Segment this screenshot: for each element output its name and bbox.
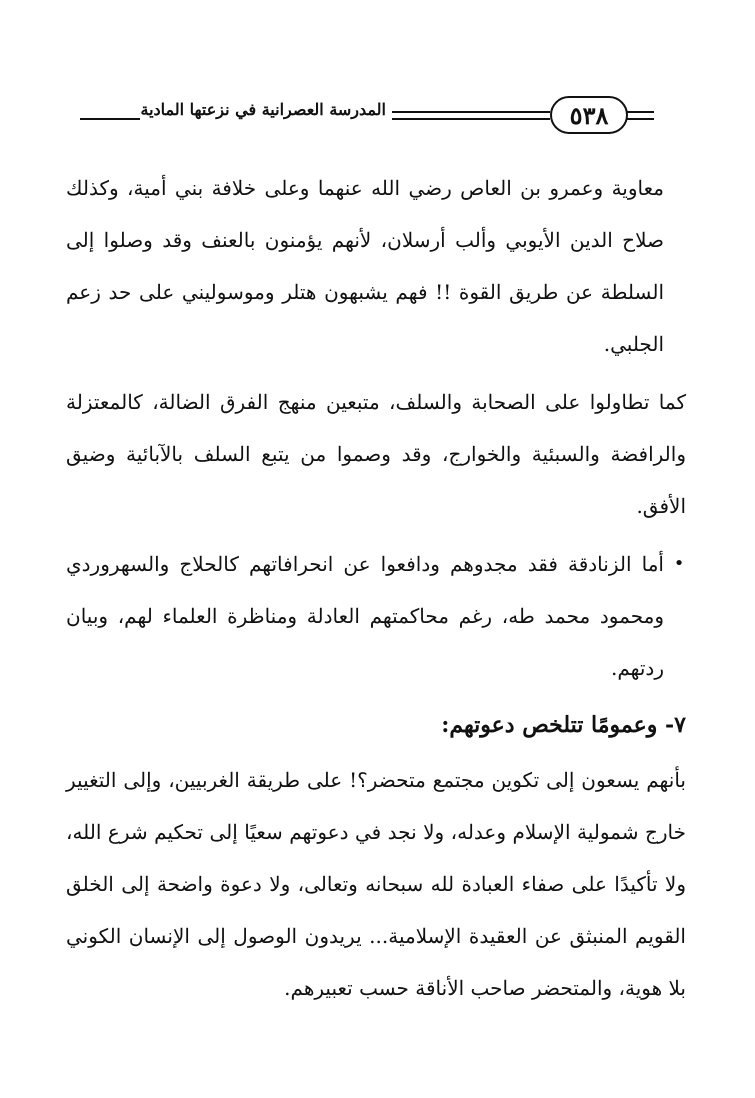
bullet-item — [66, 538, 686, 694]
section-heading: ٧- وعمومًا تتلخص دعوتهم: — [441, 712, 686, 738]
paragraph-3: أما الزنادقة فقد مجدوهم ودافعوا عن انحرافاتهم كالحلاج والسهروردي ومحمود محمد طه، رغم محاكمتهم العادلة ومناظرة العلماء لهم، وبيان ردتهم. — [66, 552, 664, 680]
header-rule — [80, 118, 140, 120]
bullet-icon: • — [673, 553, 685, 574]
header-rule — [392, 118, 550, 120]
paragraph-1: معاوية وعمرو بن العاص رضي الله عنهما وعلى خلافة بني أمية، وكذلك صلاح الدين الأيوبي وألب أرسلان، لأنهم يؤمنون بالعنف وقد وصلوا إلى السلطة عن طريق القوة !! فهم يشبهون هتلر وموسوليني على حد زعم الجلبي. — [66, 176, 664, 356]
page-header — [0, 78, 755, 148]
page-number: ٥٣٨ — [550, 96, 628, 134]
paragraph-4: بأنهم يسعون إلى تكوين مجتمع متحضر؟! على طريقة الغربيين، وإلى التغيير خارج شمولية الإسلام وعدله، ولا نجد في دعوتهم سعيًا إلى تحكيم شرع الله، ولا تأكيدًا على صفاء العبادة لله سبحانه وتعالى، ولا دعوة واضحة إلى الخلق القويم المنبثق عن العقيدة الإسلامية... يريدون الوصول إلى الإنسان الكوني بلا هوية، والمتحضر صاحب الأناقة حسب تعبيرهم. — [66, 768, 686, 1000]
page-body — [66, 162, 686, 1014]
header-rule — [392, 111, 550, 113]
paragraph-2: كما تطاولوا على الصحابة والسلف، متبعين منهج الفرق الضالة، كالمعتزلة والرافضة والسبئية والخوارج، وقد وصموا من يتبع السلف بالآبائية وضيق الأفق. — [66, 390, 686, 518]
header-rule — [624, 118, 654, 120]
running-title: المدرسة العصرانية في نزعتها المادية — [140, 100, 386, 119]
header-rule — [624, 111, 654, 113]
